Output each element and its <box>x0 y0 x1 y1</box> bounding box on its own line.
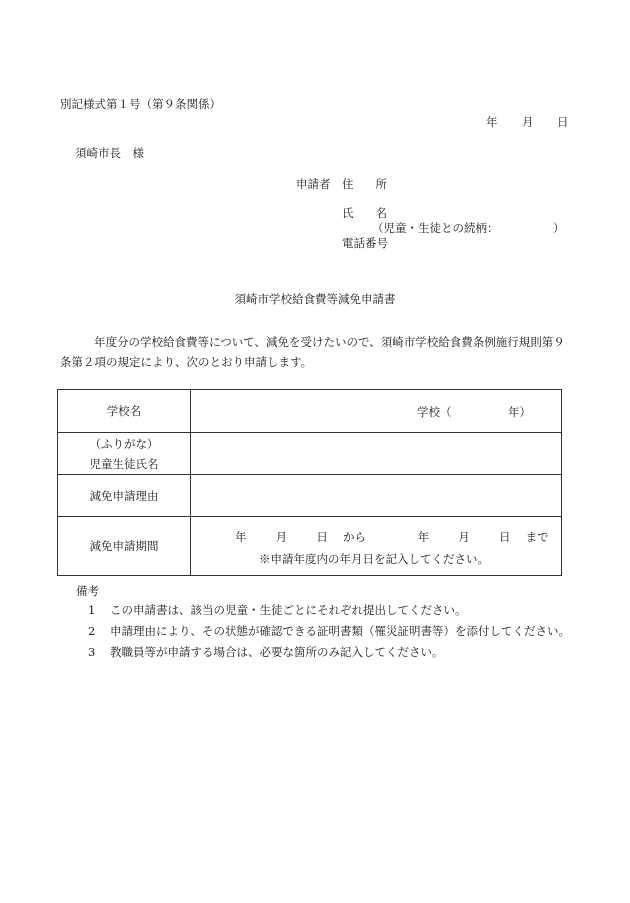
period-label: 減免申請期間 <box>58 517 191 576</box>
application-table <box>57 389 562 576</box>
to-year-label: 年 <box>417 530 430 544</box>
phone-label: 電話番号 <box>342 236 388 250</box>
reason-label: 減免申請理由 <box>58 475 191 517</box>
school-label: 学校名 <box>58 390 191 433</box>
period-note: ※申請年度内の年月日を記入してください。 <box>259 552 489 566</box>
from-month-label: 月 <box>275 530 288 544</box>
school-year-suffix: 年） <box>508 405 531 419</box>
date-day-label: 日 <box>557 115 569 129</box>
note-text: この申請書は、該当の児童・生徒ごとにそれぞれ提出してください。 <box>110 603 467 617</box>
note-text: 教職員等が申請する場合は、必要な箇所のみ記入してください。 <box>110 645 444 659</box>
school-row <box>58 390 562 433</box>
period-dates <box>235 529 549 545</box>
addressee: 須崎市長 様 <box>75 146 144 160</box>
note-item <box>88 624 570 638</box>
to-day-label: 日 <box>498 530 511 544</box>
name-label: 氏 名 <box>342 206 387 220</box>
note-number: 2 <box>88 624 96 638</box>
relation-close: ） <box>553 221 565 235</box>
period-row <box>58 517 562 576</box>
notes-heading: 備考 <box>76 584 99 598</box>
form-number: 別記様式第１号（第９条関係） <box>60 97 221 111</box>
reason-row <box>58 475 562 517</box>
student-name-label: 児童生徒氏名 <box>89 456 159 471</box>
date-year-label: 年 <box>486 115 498 129</box>
date-month-label: 月 <box>522 115 534 129</box>
school-suffix: 学校（ <box>417 405 452 419</box>
reason-field[interactable] <box>191 475 562 517</box>
from-day-label: 日 <box>316 530 328 544</box>
relation-label: （児童・生徒との続柄： <box>372 221 499 235</box>
note-text: 申請理由により、その状態が確認できる証明書類（罹災証明書等）を添付してください。 <box>110 624 570 638</box>
to-month-label: 月 <box>458 530 470 544</box>
from-label: から <box>342 530 366 544</box>
period-field[interactable] <box>191 517 562 576</box>
from-year-label: 年 <box>235 530 247 544</box>
address-label: 住 所 <box>342 177 387 191</box>
student-row <box>58 433 562 475</box>
document-title: 須崎市学校給食費等減免申請書 <box>234 292 396 306</box>
applicant-label: 申請者 <box>296 177 331 191</box>
to-label: まで <box>525 530 549 544</box>
student-label <box>58 433 191 475</box>
student-name-field[interactable] <box>191 433 562 475</box>
note-number: 3 <box>88 645 96 659</box>
body-paragraph: 年度分の学校給食費等について、減免を受けたいので、須崎市学校給食費条例施行規則第９条第２項の規定により、次のとおり申請します。 <box>60 335 565 369</box>
note-item <box>88 603 467 617</box>
note-item <box>88 645 444 659</box>
note-number: 1 <box>88 603 96 617</box>
school-field[interactable] <box>191 390 562 433</box>
furigana-label: （ふりがな） <box>89 436 159 451</box>
